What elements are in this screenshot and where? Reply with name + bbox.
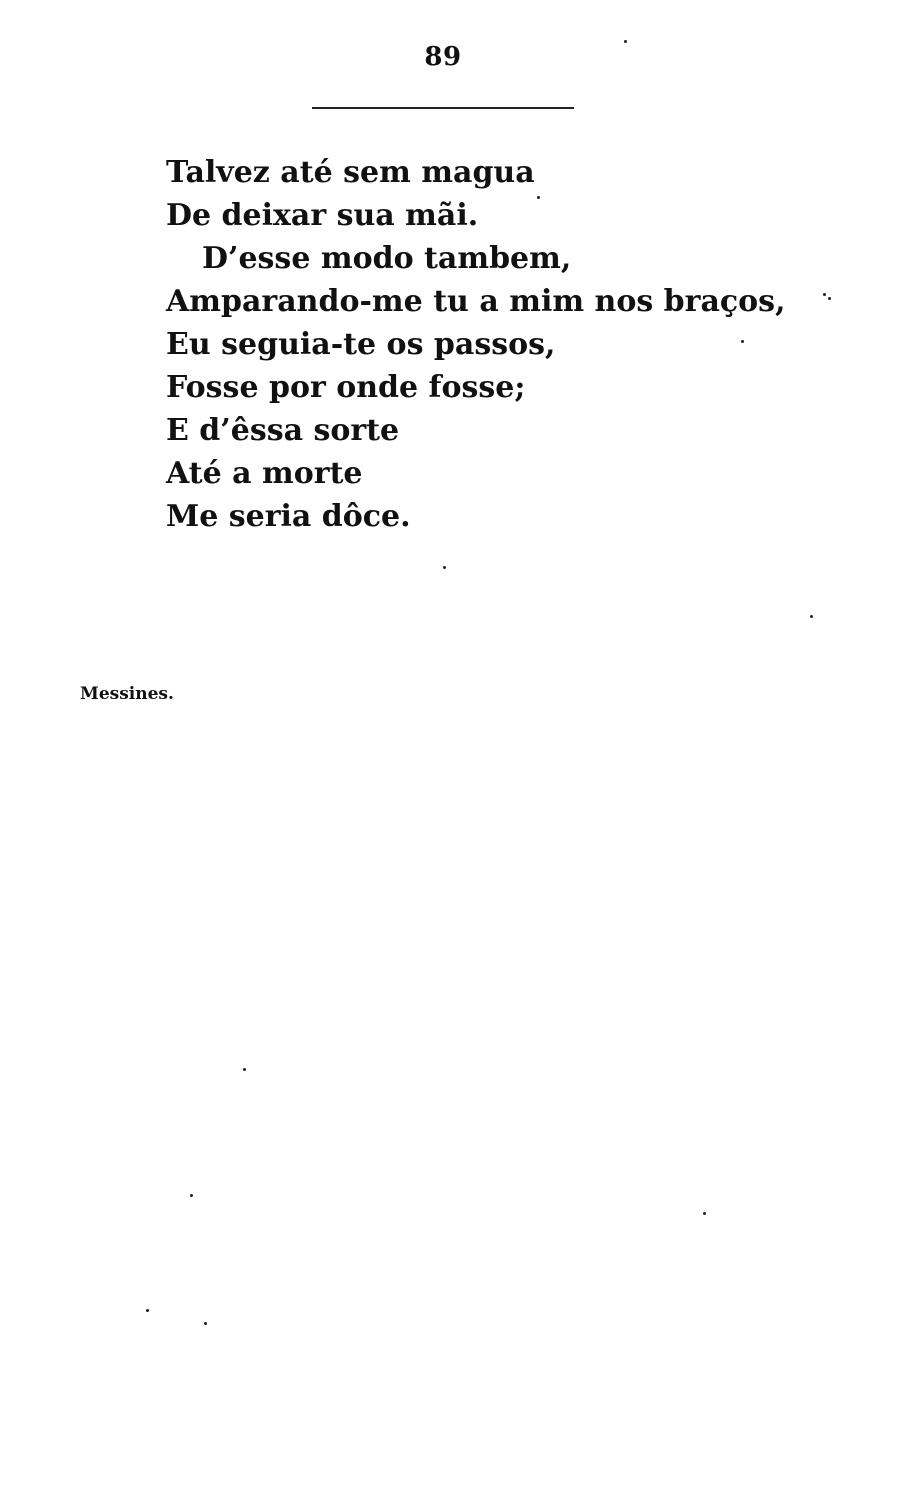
scan-speck	[190, 1194, 193, 1197]
header-rule	[312, 107, 574, 109]
scan-speck	[443, 566, 446, 569]
poem-line: Amparando-me tu a mim nos braços,	[166, 284, 786, 319]
scan-speck	[537, 196, 540, 199]
scan-speck	[243, 1068, 246, 1071]
scan-speck	[823, 293, 826, 296]
scan-speck	[624, 40, 627, 43]
place-signature: Messines.	[80, 684, 174, 704]
scan-speck	[741, 340, 744, 343]
scan-speck	[204, 1322, 207, 1325]
poem-line: Eu seguia-te os passos,	[166, 327, 556, 362]
poem-line: Fosse por onde fosse;	[166, 370, 526, 405]
poem-line: D’esse modo tambem,	[202, 241, 572, 276]
poem-line: Me seria dôce.	[166, 499, 411, 534]
page-number: 89	[424, 42, 462, 72]
poem-line: Talvez até sem magua	[166, 155, 535, 190]
poem	[166, 151, 786, 538]
scan-speck	[828, 297, 831, 300]
scan-speck	[146, 1309, 149, 1312]
scan-speck	[810, 615, 813, 618]
poem-line: De deixar sua mãi.	[166, 198, 479, 233]
scan-speck	[703, 1212, 706, 1215]
poem-line: Até a morte	[166, 456, 363, 491]
poem-line: E d’êssa sorte	[166, 413, 400, 448]
